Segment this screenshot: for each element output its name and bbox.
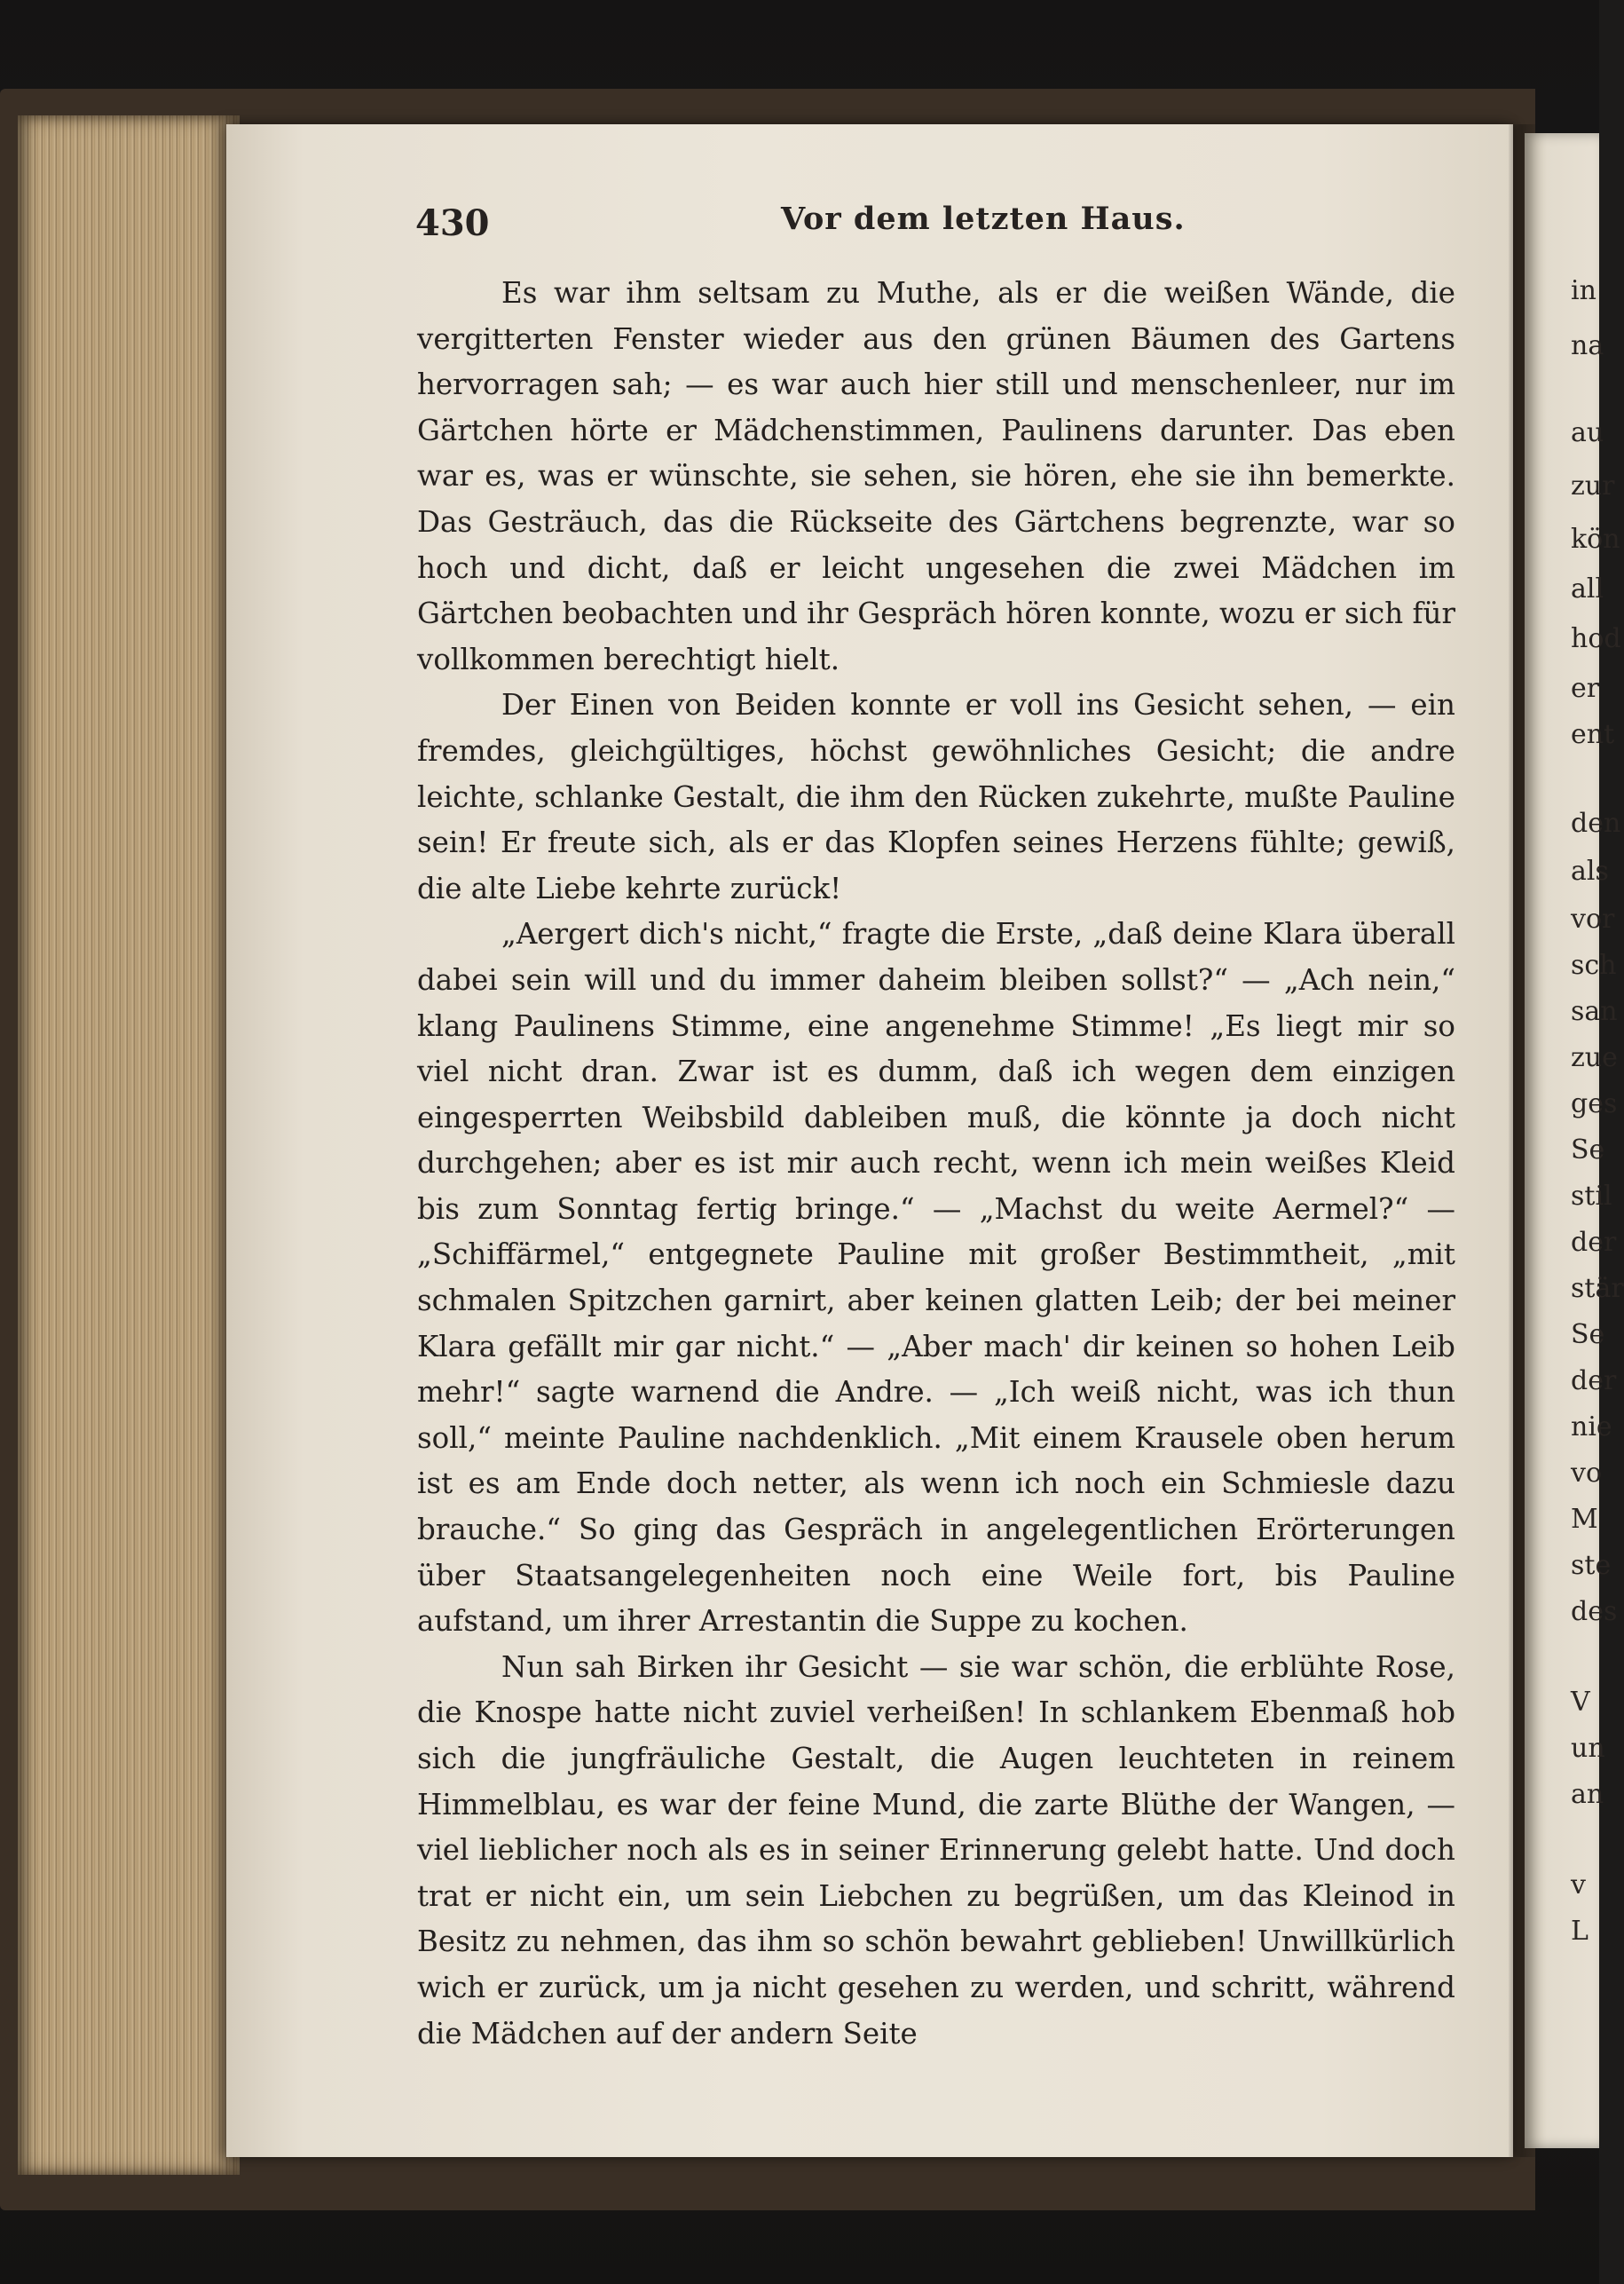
facing-fragment: an — [1571, 1779, 1604, 1810]
paragraph: Es war ihm seltsam zu Muthe, als er die weißen Wände, die vergitterten Fenster wieder aus den grünen Bäumen des Gartens hervorragen sah; — es war auch hier still und menschenleer, nur im Gärtchen hörte er Mädchenstimmen, Paulinens darunter. Das eben war es, was er wünschte, sie sehen, sie hören, ehe sie ihn bemerkte. Das Gesträuch, das die Rückseite des Gärtchens begrenzte, war so hoch und dicht, daß er leicht ungesehen die zwei Mädchen im Gärtchen beobachten und ihr Gespräch hören konnte, wozu er sich für vollkommen berechtigt hielt. — [417, 276, 1455, 676]
facing-fragment: in — [1571, 275, 1596, 306]
facing-fragment: des — [1571, 1596, 1618, 1627]
facing-fragment: vor — [1571, 904, 1615, 935]
paragraph: Der Einen von Beiden konnte er voll ins Gesicht sehen, — ein fremdes, gleichgültiges, höchst gewöhnliches Gesicht; die andre leichte, schlanke Gestalt, die ihm den Rücken zukehrte, mußte Pauline sein! Er freute sich, als er das Klopfen seines Herzens fühlte; gewiß, die alte Liebe kehrte zurück! — [417, 688, 1455, 905]
facing-fragment: ent — [1571, 719, 1615, 750]
facing-fragment: ste — [1571, 1550, 1612, 1581]
facing-fragment: der — [1571, 1365, 1617, 1396]
facing-fragment: zue — [1571, 1042, 1618, 1073]
facing-fragment: V — [1571, 1687, 1590, 1718]
facing-fragment: na — [1571, 330, 1604, 361]
facing-fragment: ges — [1571, 1088, 1618, 1119]
facing-fragment: vo — [1571, 1458, 1603, 1489]
facing-fragment: hod — [1571, 623, 1621, 654]
facing-fragment: un — [1571, 1733, 1605, 1764]
paragraph: „Aergert dich's nicht,“ fragte die Erste, „daß deine Klara überall dabei sein will und du immer daheim bleiben sollst?“ — „Ach nein,“ klang Paulinens Stimme, eine angenehme Stimme! „Es liegt mir so viel nicht dran. Zwar ist es dumm, daß ich wegen dem einzigen eingesperrten Weibsbild dableiben muß, die könnte ja doch nicht durchgehen; aber es ist mir auch recht, wenn ich mein weißes Kleid bis zum Sonntag fertig bringe.“ — „Machst du weite Aermel?“ — „Schiffärmel,“ entgegnete Pauline mit großer Bestimmtheit, „mit schmalen Spitzchen garnirt, aber keinen glatten Leib; der bei meiner Klara gefällt mir gar nicht.“ — „Aber mach' dir keinen so hohen Leib mehr!“ sagte warnend die Andre. — „Ich weiß nicht, was ich thun soll,“ meinte Pauline nachdenklich. „Mit einem Krausele oben herum ist es am Ende doch netter, als wenn ich noch ein Schmiesle dazu brauche.“ So ging das Gespräch in angelegentlichen Erörterungen über Staatsangelegenheiten noch eine Weile fort, bis Pauline aufstand, um ihrer Arrestantin die Suppe zu kochen. — [417, 917, 1455, 1639]
facing-fragment: Se — [1571, 1319, 1605, 1350]
facing-fragment: au — [1571, 417, 1604, 448]
facing-fragment: M — [1571, 1504, 1598, 1535]
facing-fragment: Se — [1571, 1134, 1605, 1166]
paragraph: Nun sah Birken ihr Gesicht — sie war schön, die erblühte Rose, die Knospe hatte nicht zuviel verheißen! In schlankem Ebenmaß hob sich die jungfräuliche Gestalt, die Augen leuchteten in reinem Himmelblau, es war der feine Mund, die zarte Blüthe der Wangen, — viel lieblicher noch als es in seiner Erinnerung gelebt hatte. Und doch trat er nicht ein, um sein Liebchen zu begrüßen, um das Kleinod in Besitz zu nehmen, das ihm so schön bewahrt geblieben! Unwillkürlich wich er zurück, um ja nicht gesehen zu werden, und schritt, während die Mädchen auf der andern Seite — [417, 1649, 1455, 2051]
facing-fragment: stär — [1571, 1273, 1624, 1304]
facing-fragment: den — [1571, 808, 1621, 839]
page-number: 430 — [415, 202, 490, 244]
running-head: Vor dem letzten Haus. — [781, 201, 1186, 237]
facing-fragment: sch — [1571, 950, 1617, 981]
facing-fragment: kön — [1571, 524, 1620, 555]
facing-fragment: der — [1571, 1227, 1617, 1258]
facing-fragment: L — [1571, 1916, 1589, 1947]
facing-fragment: als — [1571, 856, 1609, 887]
facing-fragment: zur — [1571, 470, 1615, 502]
body-text — [417, 271, 1455, 2057]
facing-fragment: v — [1571, 1869, 1586, 1901]
facing-fragment: er — [1571, 673, 1600, 704]
page-edges — [18, 115, 240, 2175]
facing-fragment: stil — [1571, 1181, 1612, 1212]
facing-fragment: nie — [1571, 1411, 1612, 1442]
facing-fragment: san — [1571, 996, 1618, 1027]
facing-fragment: all — [1571, 573, 1604, 605]
facing-page — [1525, 133, 1624, 2148]
